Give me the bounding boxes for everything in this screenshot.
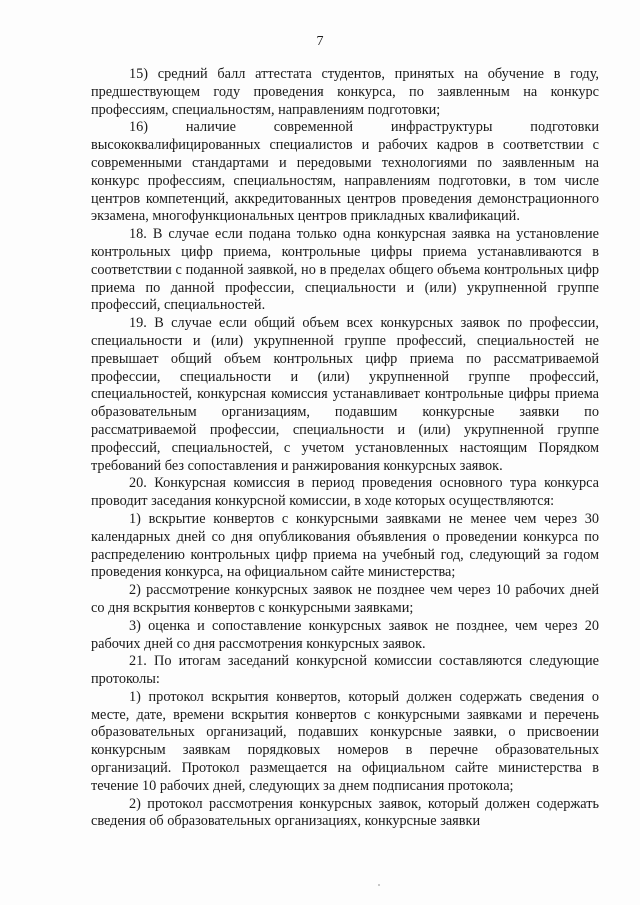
paragraph-clause-20-item-3: 3) оценка и сопоставление конкурсных заявок не позднее, чем через 20 рабочих дней со дня рассмотрения конкурсных заявок.: [91, 617, 599, 652]
paragraph-clause-21: 21. По итогам заседаний конкурсной комиссии составляются следующие протоколы:: [91, 653, 599, 688]
paragraph-clause-20-item-2: 2) рассмотрение конкурсных заявок не позднее чем через 10 рабочих дней со дня вскрытия конвертов с конкурсными заявками;: [91, 582, 599, 616]
paragraph-clause-20-item-1: 1) вскрытие конвертов с конкурсными заявками не менее чем через 30 календарных дней со дня опубликования объявления о проведении конкурса по распределению контрольных цифр приема на учебный год, следующий за годом проведения конкурса, на официальном сайте министерства;: [91, 510, 599, 581]
scan-speck: [378, 884, 380, 886]
document-body: [91, 66, 599, 831]
paragraph-item-16: 16) наличие современной инфраструктуры подготовки высококвалифицированных специалистов и рабочих кадров в соответствии с современными стандартами и передовыми технологиями по заявленным на конкурс профессиям, специальностям, направлениям подготовки, в том числе центров компетенций, аккредитованных центров проведения демонстрационного экзамена, многофункциональных центров прикладных квалификаций.: [91, 119, 599, 225]
paragraph-clause-19: 19. В случае если общий объем всех конкурсных заявок по профессии, специальности и (или) укрупненной группе профессий, специальностей не превышает общий объем контрольных цифр приема по рассматриваемой профессии, специальности и (или) укрупненной группе профессий, специальностей, конкурсная комиссия устанавливает контрольные цифры приема образовательным организациям, подавшим конкурсные заявки по рассматриваемой профессии, специальности и (или) укрупненной группе профессий, специальностей, с учетом установленных настоящим Порядком требований без сопоставления и ранжирования конкурсных заявок.: [91, 315, 599, 474]
page-number: 7: [316, 34, 324, 49]
paragraph-clause-21-item-2: 2) протокол рассмотрения конкурсных заявок, который должен содержать сведения об образовательных организациях, конкурсные заявки: [91, 795, 599, 830]
paragraph-clause-18: 18. В случае если подана только одна конкурсная заявка на установление контрольных цифр приема, контрольные цифры приема устанавливаются в соответствии с поданной заявкой, но в пределах общего объема контрольных цифр приема по данной профессии, специальности и (или) укрупненной группе профессий, специальностей.: [91, 226, 599, 314]
paragraph-item-15: 15) средний балл аттестата студентов, принятых на обучение в году, предшествующем году проведения конкурса, по заявленным на конкурс профессиям, специальностям, направлениям подготовки;: [91, 66, 599, 118]
paragraph-clause-20: 20. Конкурсная комиссия в период проведения основного тура конкурса проводит заседания конкурсной комиссии, в ходе которых осуществляются:: [91, 475, 599, 510]
paragraph-clause-21-item-1: 1) протокол вскрытия конвертов, который должен содержать сведения о месте, дате, времени вскрытия конвертов с конкурсными заявками и перечень образовательных организаций, подавших конкурсные заявки, о присвоении конкурсным заявкам порядковых номеров в перечне образовательных организаций. Протокол размещается на официальном сайте министерства в течение 10 рабочих дней, следующих за днем подписания протокола;: [91, 688, 599, 794]
